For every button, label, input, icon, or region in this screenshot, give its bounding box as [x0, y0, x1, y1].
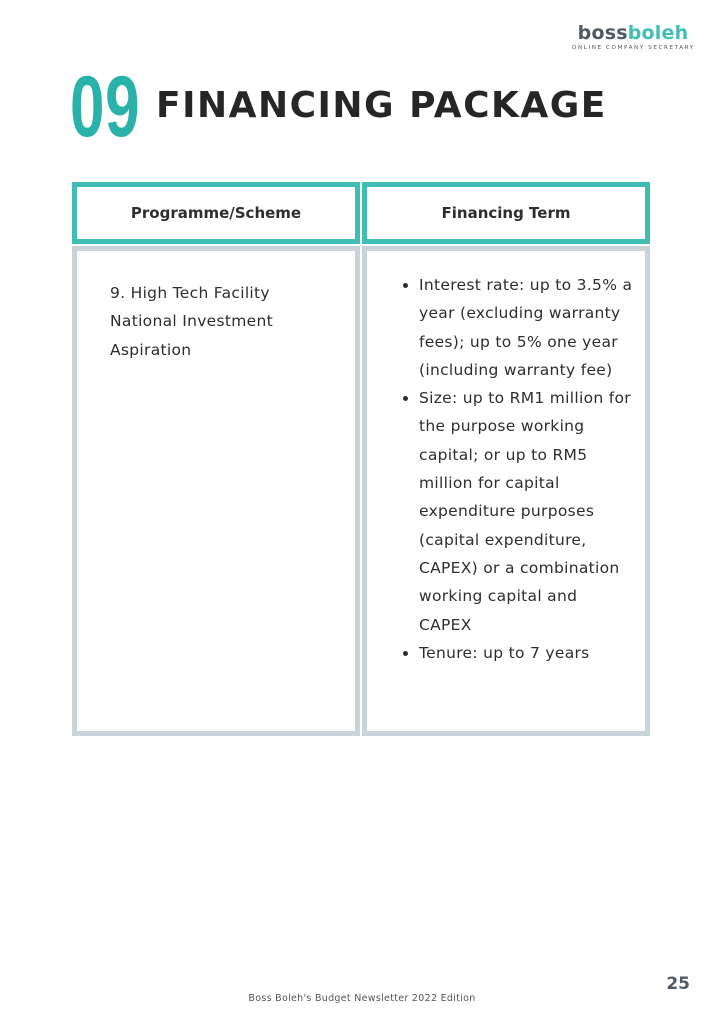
financing-term-item: Size: up to RM1 million for the purpose working capital; or up to RM5 million for capital expenditure purposes (capital expenditure, CAPEX) or a combination working capital and CAPEX — [395, 384, 635, 639]
page-number: 25 — [666, 974, 690, 994]
table-header-financing-term-label: Financing Term — [441, 204, 571, 222]
table-header-programme-label: Programme/Scheme — [130, 204, 302, 222]
page-title: FINANCING PACKAGE — [156, 85, 607, 126]
table-cell-financing-term — [362, 246, 650, 736]
brand-logo — [572, 22, 694, 51]
table-cell-programme — [72, 246, 360, 736]
table-header-programme — [72, 182, 360, 244]
logo-part-boss: boss — [577, 22, 628, 44]
footer-text: Boss Boleh's Budget Newsletter 2022 Edition — [248, 993, 476, 1004]
logo-part-boleh: boleh — [627, 22, 689, 44]
programme-name — [110, 279, 330, 364]
logo-tagline: ONLINE COMPANY SECRETARY — [572, 45, 695, 51]
financing-term-item: Interest rate: up to 3.5% a year (excluding warranty fees); up to 5% one year (including warranty fee) — [395, 271, 635, 384]
financing-terms-list — [395, 271, 635, 667]
table-header-financing-term — [362, 182, 650, 244]
section-number: 09 — [70, 59, 141, 155]
programme-line: 9. High Tech Facility — [110, 284, 270, 302]
programme-line: Aspiration — [110, 340, 192, 359]
programme-line: National Investment — [110, 312, 274, 331]
financing-term-item: Tenure: up to 7 years — [395, 639, 635, 667]
logo-wordmark — [572, 22, 694, 44]
